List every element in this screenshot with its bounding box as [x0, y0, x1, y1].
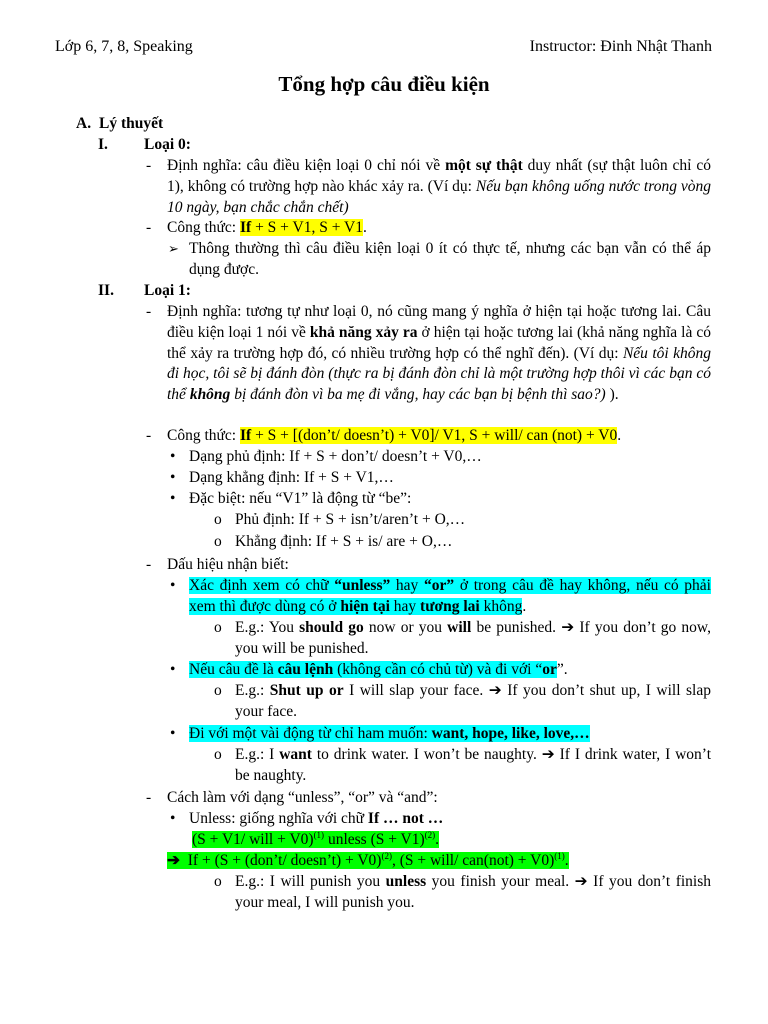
be-affirmative: Khẳng định: If + S + is/ are + O,…: [235, 533, 453, 550]
dot-bullet: •: [170, 661, 176, 678]
circle-bullet: o: [214, 873, 222, 890]
type1-formula: Công thức: If + S + [(don’t/ doesn’t) + V0]/ V1, S + will/ can (not) + V0.: [167, 427, 622, 444]
unless-conversion: ➔ If + (S + (don’t/ doesn’t) + V0)$^{(2)}$, (S + will/ can(not) + V0)$^{(1)}$.: [167, 850, 569, 869]
type0-note: Thông thường thì câu điều kiện loại 0 ít có thực tế, nhưng các bạn vẫn có thể áp dụng được.: [189, 240, 711, 278]
section-a-heading: Lý thuyết: [99, 115, 164, 132]
dash-bullet: -: [146, 157, 152, 174]
dot-bullet: •: [170, 810, 176, 827]
type1-numeral: II.: [98, 282, 114, 299]
dash-bullet: -: [146, 219, 152, 236]
circle-bullet: o: [214, 619, 222, 636]
type1-heading: Loại 1:: [144, 282, 191, 299]
dot-bullet: •: [170, 469, 176, 486]
unless-meaning: Unless: giống nghĩa với chữ If … not …: [189, 810, 444, 827]
form-special-be: Đặc biệt: nếu “V1” là động từ “be”:: [189, 490, 412, 507]
type0-formula: Công thức: If + S + V1, S + V1.: [167, 219, 367, 236]
dash-bullet: -: [146, 789, 152, 806]
dot-bullet: •: [170, 490, 176, 507]
example-shut-up: E.g.: Shut up or I will slap your face. ➔ If you don’t shut up, I will slap your face.: [235, 682, 711, 720]
type0-numeral: I.: [98, 136, 108, 153]
form-negative: Dạng phủ định: If + S + don’t/ doesn’t + V0,…: [189, 448, 482, 465]
circle-bullet: o: [214, 511, 222, 528]
circle-bullet: o: [214, 682, 222, 699]
circle-bullet: o: [214, 533, 222, 550]
right-arrow-icon: ➔: [167, 852, 180, 869]
signs-label: Dấu hiệu nhận biết:: [167, 556, 289, 573]
type0-definition: Định nghĩa: câu điều kiện loại 0 chỉ nói về một sự thật duy nhất (sự thật luôn chỉ có 1), không có trường hợp nào khác xảy ra. (Ví dụ: Nếu bạn không uống nước trong vòng 10 ngày, bạn chắc chắn chết): [167, 157, 711, 216]
dash-bullet: -: [146, 303, 152, 320]
sign-command: Nếu câu đề là câu lệnh (không cần có chủ từ) và đi với “or”.: [189, 661, 568, 678]
document-title: Tổng hợp câu điều kiện: [278, 72, 490, 96]
section-a-letter: A.: [76, 115, 92, 132]
be-negative: Phủ định: If + S + isn’t/aren’t + O,…: [235, 511, 466, 528]
header-class-info: Lớp 6, 7, 8, Speaking: [55, 38, 193, 55]
form-affirmative: Dạng khẳng định: If + S + V1,…: [189, 469, 394, 486]
right-arrow-icon: ➔: [488, 682, 502, 699]
type1-definition: Định nghĩa: tương tự như loại 0, nó cũng mang ý nghĩa ở hiện tại hoặc tương lai. Câu điều kiện loại 1 nói về khả năng xảy ra ở hiện tại hoặc tương lai (khả năng nghĩa là có thể xảy ra trường hợp đó, có nhiều trường hợp có thể nghĩ đến). (Ví dụ: Nếu tôi không đi học, tôi sẽ bị đánh đòn (thực ra bị đánh đòn chỉ là một trường hợp thôi vì các bạn có thể không bị đánh đòn vì ba mẹ đi vắng, hay các bạn bị bệnh thì sao?) ).: [167, 303, 711, 404]
header-instructor: Instructor: Đinh Nhật Thanh: [529, 38, 712, 55]
unless-pattern: (S + V1/ will + V0)$^{(1)}$ unless $(S + V1)^{(2)}$.: [192, 829, 440, 848]
dot-bullet: •: [170, 577, 176, 594]
right-arrow-icon: ➔: [574, 873, 588, 890]
dot-bullet: •: [170, 448, 176, 465]
example-want: E.g.: I want to drink water. I won’t be naughty. ➔ If I drink water, I won’t be naughty.: [235, 746, 711, 784]
example-unless: E.g.: I will punish you unless you finish your meal. ➔ If you don’t finish your meal, I will punish you.: [235, 873, 712, 911]
arrowhead-bullet-icon: ➢: [168, 241, 179, 256]
dot-bullet: •: [170, 725, 176, 742]
right-arrow-icon: ➔: [541, 746, 555, 763]
dash-bullet: -: [146, 556, 152, 573]
example-should-go: E.g.: You should go now or you will be punished. ➔ If you don’t go now, you will be punished.: [235, 619, 711, 657]
sign-unless-or: Xác định xem có chữ “unless” hay “or” ở trong câu đề hay không, nếu có phải xem thì được dùng có ở hiện tại hay tương lai không.: [189, 577, 711, 615]
dash-bullet: -: [146, 427, 152, 444]
sign-desire-verbs: Đi với một vài động từ chỉ ham muốn: want, hope, like, love,…: [189, 725, 590, 742]
circle-bullet: o: [214, 746, 222, 763]
type0-heading: Loại 0:: [144, 136, 191, 153]
howto-label: Cách làm với dạng “unless”, “or” và “and”:: [167, 789, 438, 806]
right-arrow-icon: ➔: [561, 619, 575, 636]
